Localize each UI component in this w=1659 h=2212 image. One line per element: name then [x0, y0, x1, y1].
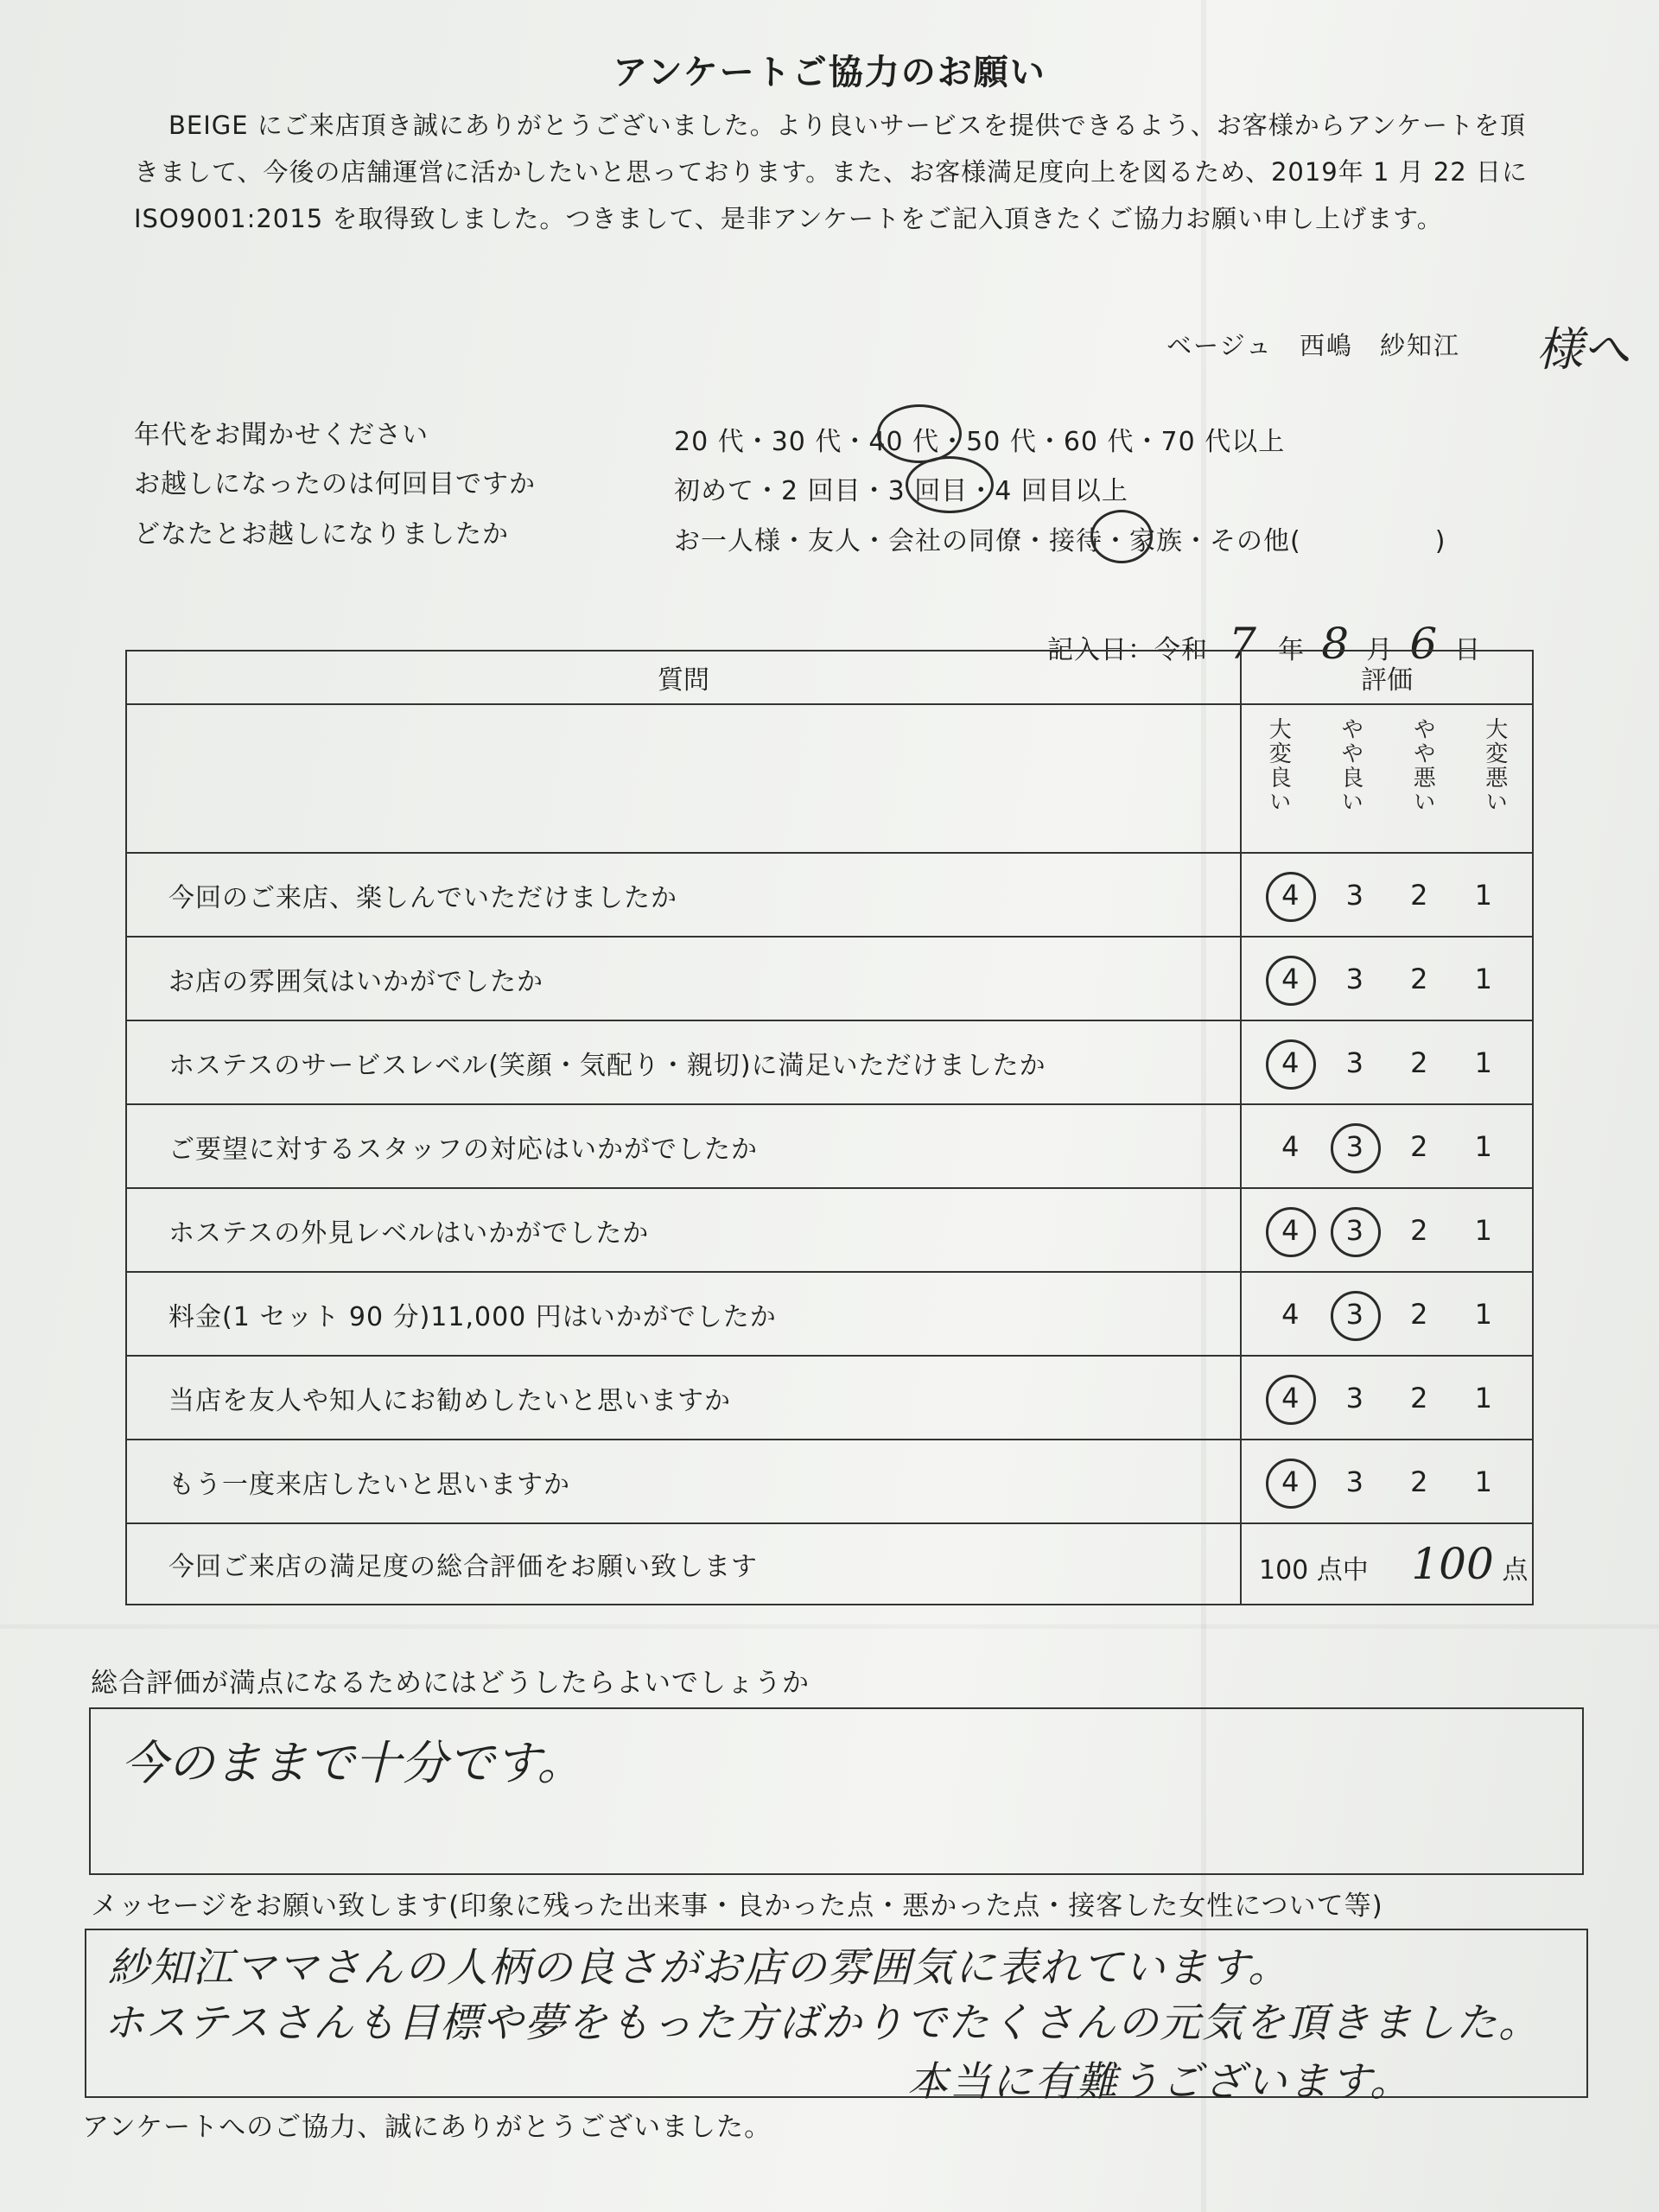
score-cell — [1241, 1356, 1533, 1440]
visit-count-selection-circle — [906, 456, 994, 513]
total-question: 今回ご来店の満足度の総合評価をお願い致します — [126, 1523, 1241, 1605]
score-cell — [1241, 1020, 1533, 1104]
score-option: 1 — [1474, 878, 1492, 912]
score-option: 1 — [1474, 1465, 1492, 1498]
score-cell — [1241, 1104, 1533, 1188]
score-option: 3 — [1334, 1214, 1376, 1247]
visit-count-question-label: お越しになったのは何回目ですか — [134, 469, 536, 499]
header-rating: 評価 — [1241, 651, 1533, 704]
total-unit: 点 — [1502, 1555, 1529, 1586]
date-year: 7 — [1229, 619, 1257, 669]
date-year-unit: 年 — [1278, 635, 1306, 665]
table-row — [126, 1104, 1533, 1188]
score-cell — [1241, 937, 1533, 1020]
table-row — [126, 1020, 1533, 1104]
score-option: 3 — [1345, 1465, 1363, 1498]
rating-label-bad: やや悪い — [1409, 717, 1436, 814]
score-option: 2 — [1410, 1297, 1428, 1331]
message-line-2: ホステスさんも目標や夢をもった方ばかりでたくさんの元気を頂きました。 — [104, 1999, 1541, 2047]
score-option: 2 — [1410, 1046, 1428, 1079]
score-option: 1 — [1474, 1129, 1492, 1163]
date-day: 6 — [1409, 619, 1439, 669]
score-option: 1 — [1474, 962, 1492, 995]
table-row — [126, 1356, 1533, 1440]
rating-label-very-good: 大変良い — [1265, 717, 1292, 814]
intro-paragraph: BEIGE にご来店頂き誠にありがとうございました。より良いサービスを提供できるよう、お客様からアンケートを頂きまして、今後の店舗運営に活かしたいと思っております。また、お客様満足度向上を図るため、2019年 1 月 22 日に ISO9001:2015 を取得致しました。つきまして、是非アンケートをご記入頂きたくご協力お願い申し上げます。 — [134, 111, 1528, 233]
score-option: 3 — [1345, 878, 1363, 912]
score-option: 2 — [1410, 1465, 1428, 1498]
score-option: 2 — [1410, 1129, 1428, 1163]
score-option: 2 — [1410, 1213, 1428, 1247]
question-text: 料金(1 セット 90 分)11,000 円はいかがでしたか — [126, 1272, 1241, 1356]
score-cell — [1241, 1188, 1533, 1272]
message-label: メッセージをお願い致します(印象に残った出来事・良かった点・悪かった点・接客した女性について等) — [91, 1891, 1383, 1922]
table-row — [126, 1188, 1533, 1272]
companion-options: お一人様・友人・会社の同僚・接待・家族・その他( ) — [674, 526, 1446, 556]
score-option: 3 — [1345, 1381, 1363, 1414]
score-option: 3 — [1334, 1130, 1376, 1163]
paper-fold-horizontal — [0, 1624, 1659, 1629]
score-option: 4 — [1269, 1382, 1311, 1414]
companion-question-label: どなたとお越しになりましたか — [134, 519, 509, 550]
question-text: お店の雰囲気はいかがでしたか — [126, 937, 1241, 1020]
score-option: 1 — [1474, 1381, 1492, 1414]
question-text: もう一度来店したいと思いますか — [126, 1440, 1241, 1523]
improve-answer-handwritten: 今のままで十分です。 — [121, 1736, 584, 1790]
score-option: 1 — [1474, 1297, 1492, 1331]
improve-label: 総合評価が満点になるためにはどうしたらよいでしょうか — [91, 1668, 810, 1699]
age-options: 20 代・30 代・40 代・50 代・60 代・70 代以上 — [674, 427, 1286, 457]
score-option: 4 — [1269, 1214, 1311, 1247]
question-text: ホステスの外見レベルはいかがでしたか — [126, 1188, 1241, 1272]
footer-thanks: アンケートへのご協力、誠にありがとうございました。 — [82, 2112, 772, 2143]
total-score-cell — [1241, 1523, 1533, 1605]
date-day-unit: 日 — [1454, 635, 1482, 665]
total-score-handwritten: 100 — [1411, 1539, 1494, 1589]
score-option: 3 — [1345, 962, 1363, 995]
score-option: 1 — [1474, 1046, 1492, 1079]
age-question-label: 年代をお聞かせください — [134, 420, 429, 450]
question-rows — [126, 853, 1533, 1523]
rating-label-very-bad: 大変悪い — [1481, 717, 1508, 814]
rating-labels-cell — [1241, 704, 1533, 853]
score-option: 1 — [1474, 1213, 1492, 1247]
total-prefix: 100 点中 — [1259, 1555, 1369, 1586]
score-option: 2 — [1410, 962, 1428, 995]
score-option: 4 — [1269, 879, 1311, 912]
question-text: 今回のご来店、楽しんでいただけましたか — [126, 853, 1241, 937]
date-prefix: 記入日：令和 — [1047, 635, 1208, 665]
score-option: 4 — [1281, 1297, 1300, 1331]
score-option: 4 — [1281, 1129, 1300, 1163]
table-row — [126, 937, 1533, 1020]
question-text: 当店を友人や知人にお勧めしたいと思いますか — [126, 1356, 1241, 1440]
date-month: 8 — [1321, 619, 1351, 669]
table-row — [126, 1440, 1533, 1523]
date-month-unit: 月 — [1366, 635, 1394, 665]
score-option: 4 — [1269, 963, 1311, 995]
score-option: 3 — [1334, 1298, 1376, 1331]
score-option: 3 — [1345, 1046, 1363, 1079]
companion-selection-circle — [1090, 510, 1153, 563]
age-selection-circle — [877, 404, 962, 463]
score-option: 2 — [1410, 878, 1428, 912]
header-question: 質問 — [126, 651, 1241, 704]
message-line-1: 紗知江ママさんの人柄の良さがお店の雰囲気に表れています。 — [108, 1944, 1291, 1992]
table-row — [126, 1272, 1533, 1356]
addressee-handwritten: 様へ — [1536, 322, 1630, 377]
addressee: ベージュ 西嶋 紗知江 — [1166, 331, 1460, 360]
score-option: 2 — [1410, 1381, 1428, 1414]
visit-count-options: 初めて・2 回目・3 回目・4 回目以上 — [674, 476, 1128, 506]
score-cell — [1241, 853, 1533, 937]
table-row — [126, 853, 1533, 937]
rating-label-good: やや良い — [1337, 717, 1363, 814]
score-cell — [1241, 1440, 1533, 1523]
score-option: 4 — [1269, 1465, 1311, 1498]
question-text: ホステスのサービスレベル(笑顔・気配り・親切)に満足いただけましたか — [126, 1020, 1241, 1104]
header-blank-cell — [126, 704, 1241, 853]
message-line-3: 本当に有難うございます。 — [907, 2058, 1413, 2106]
rating-table — [125, 650, 1534, 1605]
score-cell — [1241, 1272, 1533, 1356]
question-text: ご要望に対するスタッフの対応はいかがでしたか — [126, 1104, 1241, 1188]
score-option: 4 — [1269, 1046, 1311, 1079]
page-title: アンケートご協力のお願い — [613, 53, 1046, 92]
